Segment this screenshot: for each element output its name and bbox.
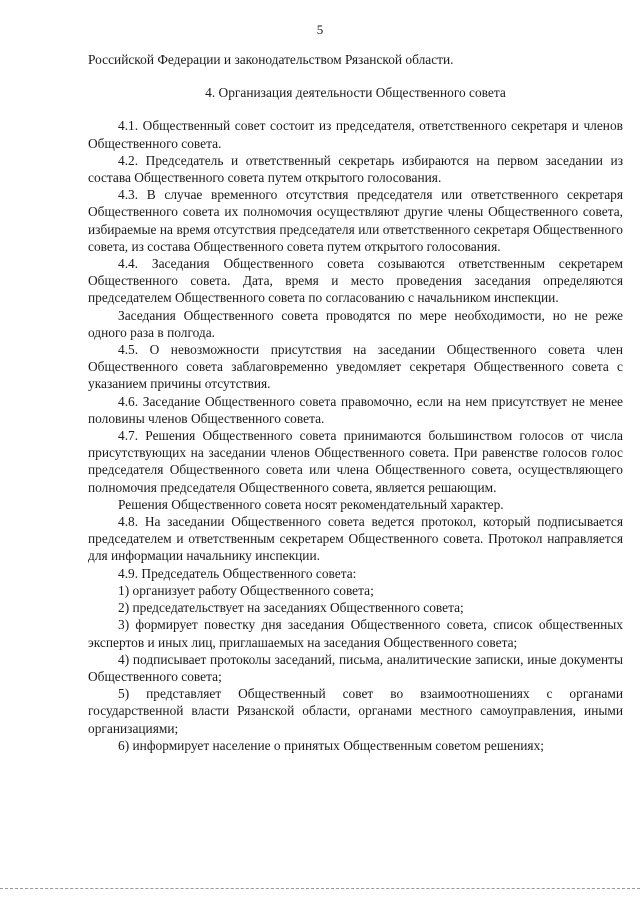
paragraph-4-6: 4.6. Заседание Общественного совета правомочно, если на нем присутствует не менее половины членов Общественного совета. [88,393,623,426]
paragraph-4-3: 4.3. В случае временного отсутствия председателя или ответственного секретаря Общественного совета их полномочия осуществляют другие члены Общественного совета, избираемые на время отсутствия председателя или ответственного секретаря Общественного совета, из состава Общественного совета путем открытого голосования. [88,187,623,254]
paragraph-4-5: 4.5. О невозможности присутствия на заседании Общественного совета член Общественного совета заблаговременно уведомляет секретаря Общественного совета с указанием причины отсутствия. [88,342,623,392]
paragraph-4-4-meetings: Заседания Общественного совета проводятся по мере необходимости, но не реже одного раза в полгода. [88,307,623,340]
list-item-2: 2) председательствует на заседаниях Общественного совета; [118,600,464,616]
paragraph-4-8: 4.8. На заседании Общественного совета ведется протокол, который подписывается председателем и ответственным секретарем Общественного совета. Протокол направляется для информации начальнику инспекции. [88,514,623,564]
list-item-1: 1) организует работу Общественного совета; [118,582,374,598]
list-item-5: 5) представляет Общественный совет во взаимоотношениях с органами государственной власти Рязанской области, органами местного самоуправления, иными организациями; [88,686,623,736]
paragraph-4-7-decisions: Решения Общественного совета носят рекомендательный характер. [118,496,504,512]
paragraph-4-1: 4.1. Общественный совет состоит из председателя, ответственного секретаря и членов Общественного совета. [88,118,623,151]
list-item-4: 4) подписывает протоколы заседаний, письма, аналитические записки, иные документы Общественного совета; [88,651,623,684]
paragraph-4-2: 4.2. Председатель и ответственный секретарь избираются на первом заседании из состава Общественного совета путем открытого голосования. [88,152,623,186]
paragraph-4-7: 4.7. Решения Общественного совета принимаются большинством голосов от числа присутствующих на заседании членов Общественного совета. При равенстве голосов голос председателя Общественного совета или члена Общественного совета, осуществляющего полномочия председателя Общественного совета, является решающим. [88,428,623,495]
page-number: 5 [316,22,324,37]
continuation-line: Российской Федерации и законодательством Рязанской области. [88,52,454,67]
scan-edge-rule [0,888,640,889]
list-item-6: 6) информирует население о принятых Общественным советом решениях; [118,737,544,753]
section-heading: 4. Организация деятельности Общественного совета [205,85,506,101]
paragraph-4-4: 4.4. Заседания Общественного совета созываются ответственным секретарем Общественного совета. Дата, время и место проведения заседания определяются председателем Общественного совета по согласованию с начальником инспекции. [88,256,623,306]
paragraph-4-9: 4.9. Председатель Общественного совета: [118,565,357,581]
document-body [88,51,623,754]
list-item-3: 3) формирует повестку дня заседания Общественного совета, список общественных экспертов и иных лиц, приглашаемых на заседания Общественного совета; [88,617,623,650]
